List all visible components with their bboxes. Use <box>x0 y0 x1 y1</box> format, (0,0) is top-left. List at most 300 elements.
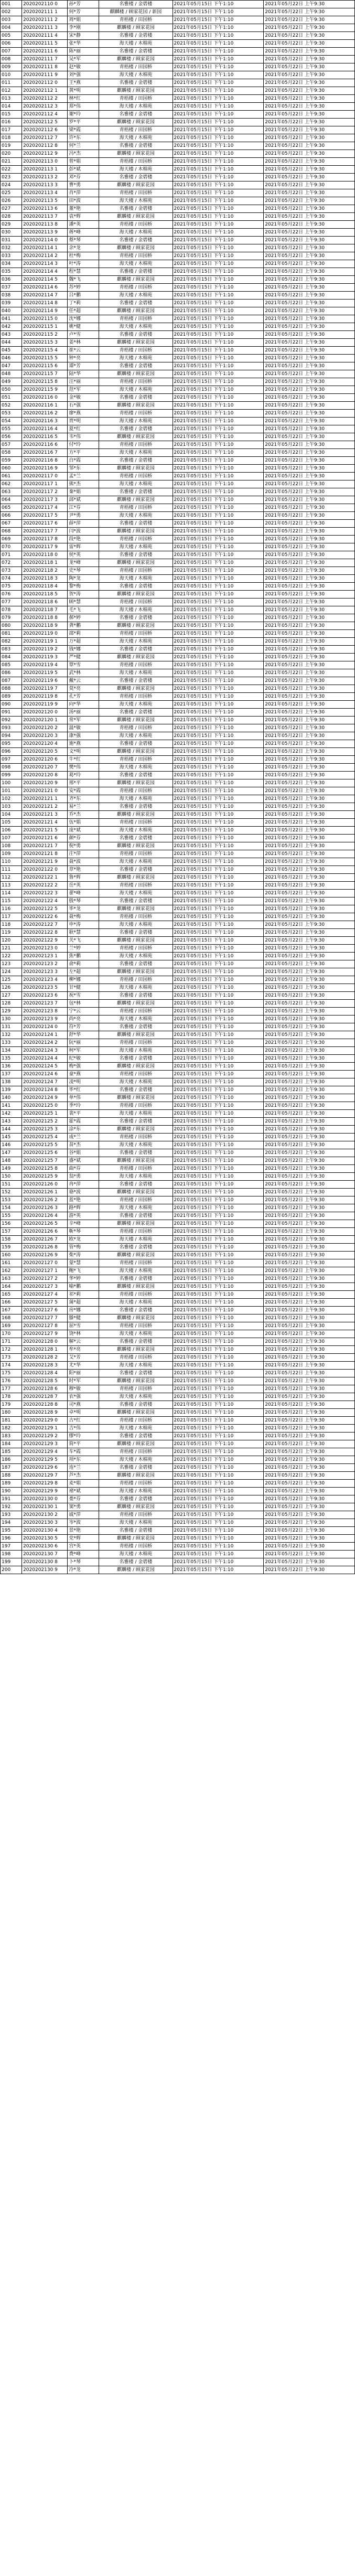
location: 海天楼 / 木棉苑 <box>99 795 173 803</box>
time-slot-1: 2021年05月15日 下午1:10 <box>173 119 264 126</box>
time-slot-2: 2021年05月22日 上午9:30 <box>264 1031 355 1039</box>
ticket-number: 2020202119 2 <box>22 646 68 654</box>
row-index: 053 <box>1 410 22 418</box>
table-row <box>1 1126 355 1134</box>
time-slot-2: 2021年05月22日 上午9:30 <box>264 866 355 874</box>
time-slot-1: 2021年05月15日 下午1:10 <box>173 1511 264 1519</box>
ticket-number: 2020202116 7 <box>22 449 68 457</box>
ticket-number: 2020202129 5 <box>22 1456 68 1464</box>
table-row <box>1 1472 355 1480</box>
time-slot-2: 2021年05月22日 上午9:30 <box>264 779 355 787</box>
ticket-number: 2020202121 6 <box>22 835 68 842</box>
person-name: 侯*英 <box>68 551 99 559</box>
row-index: 117 <box>1 913 22 921</box>
row-index: 179 <box>1 1401 22 1409</box>
time-slot-2: 2021年05月22日 上午9:30 <box>264 1039 355 1047</box>
row-index: 020 <box>1 150 22 158</box>
table-row <box>1 858 355 866</box>
location: 青梧楼 / 田园桥 <box>99 850 173 858</box>
person-name: 解*云 <box>68 1338 99 1346</box>
ticket-number: 2020202124 9 <box>22 1094 68 1102</box>
time-slot-1: 2021年05月15日 下午1:10 <box>173 1551 264 1558</box>
location: 海天楼 / 木棉苑 <box>99 260 173 268</box>
location: 麒麟楼 / 顾家花园 <box>99 559 173 567</box>
table-row <box>1 622 355 630</box>
table-row <box>1 1 355 8</box>
time-slot-1: 2021年05月15日 下午1:10 <box>173 551 264 559</box>
time-slot-2: 2021年05月22日 上午9:30 <box>264 189 355 197</box>
ticket-number: 2020202114 5 <box>22 276 68 284</box>
ticket-number: 2020202119 8 <box>22 693 68 701</box>
table-row <box>1 779 355 787</box>
time-slot-2: 2021年05月22日 上午9:30 <box>264 244 355 252</box>
time-slot-1: 2021年05月15日 下午1:10 <box>173 654 264 661</box>
time-slot-2: 2021年05月22日 上午9:30 <box>264 166 355 174</box>
location: 麒麟楼 / 顾家花园 <box>99 1031 173 1039</box>
ticket-number: 2020202128 3 <box>22 1362 68 1370</box>
ticket-number: 2020202123 9 <box>22 1016 68 1023</box>
time-slot-2: 2021年05月22日 上午9:30 <box>264 732 355 740</box>
table-row <box>1 111 355 119</box>
time-slot-2: 2021年05月22日 上午9:30 <box>264 882 355 890</box>
table-row <box>1 559 355 567</box>
time-slot-2: 2021年05月22日 上午9:30 <box>264 1401 355 1409</box>
person-name: 易*兰 <box>68 803 99 811</box>
table-row <box>1 331 355 339</box>
ticket-number: 2020202120 0 <box>22 709 68 717</box>
time-slot-1: 2021年05月15日 下午1:10 <box>173 1330 264 1338</box>
table-row <box>1 418 355 425</box>
row-index: 021 <box>1 158 22 166</box>
time-slot-1: 2021年05月15日 下午1:10 <box>173 402 264 410</box>
time-slot-2: 2021年05月22日 上午9:30 <box>264 1503 355 1511</box>
table-row <box>1 819 355 827</box>
ticket-number: 2020202111 4 <box>22 32 68 40</box>
ticket-number: 2020202122 3 <box>22 890 68 897</box>
location: 海天楼 / 木棉苑 <box>99 764 173 772</box>
location: 海天楼 / 木棉苑 <box>99 543 173 551</box>
time-slot-1: 2021年05月15日 下午1:10 <box>173 370 264 378</box>
person-name: 邱*斌 <box>68 496 99 504</box>
time-slot-1: 2021年05月15日 下午1:10 <box>173 150 264 158</box>
location: 海天楼 / 木棉苑 <box>99 1362 173 1370</box>
time-slot-2: 2021年05月22日 上午9:30 <box>264 457 355 465</box>
time-slot-2: 2021年05月22日 上午9:30 <box>264 638 355 646</box>
time-slot-2: 2021年05月22日 上午9:30 <box>264 1071 355 1078</box>
table-row <box>1 205 355 213</box>
time-slot-1: 2021年05月15日 下午1:10 <box>173 598 264 606</box>
time-slot-2: 2021年05月22日 上午9:30 <box>264 591 355 598</box>
table-row <box>1 79 355 87</box>
time-slot-1: 2021年05月15日 下午1:10 <box>173 1417 264 1425</box>
time-slot-2: 2021年05月22日 上午9:30 <box>264 819 355 827</box>
location: 名雅楼 / 金碧楼 <box>99 1307 173 1314</box>
time-slot-1: 2021年05月15日 下午1:10 <box>173 1063 264 1071</box>
row-index: 011 <box>1 79 22 87</box>
row-index: 070 <box>1 543 22 551</box>
time-slot-1: 2021年05月15日 下午1:10 <box>173 724 264 732</box>
time-slot-2: 2021年05月22日 上午9:30 <box>264 331 355 339</box>
time-slot-2: 2021年05月22日 上午9:30 <box>264 976 355 984</box>
time-slot-1: 2021年05月15日 下午1:10 <box>173 717 264 724</box>
person-name: 尚*亮 <box>68 1016 99 1023</box>
row-index: 129 <box>1 1008 22 1016</box>
time-slot-2: 2021年05月22日 上午9:30 <box>264 772 355 779</box>
location: 海天楼 / 木棉苑 <box>99 229 173 237</box>
person-name: 尹*勇 <box>68 512 99 520</box>
person-name: 温*敏 <box>68 724 99 732</box>
person-name: 袁*辉 <box>68 213 99 221</box>
time-slot-2: 2021年05月22日 上午9:30 <box>264 252 355 260</box>
time-slot-2: 2021年05月22日 上午9:30 <box>264 1252 355 1259</box>
location: 青梧楼 / 田园桥 <box>99 1039 173 1047</box>
ticket-number: 2020202121 9 <box>22 858 68 866</box>
time-slot-1: 2021年05月15日 下午1:10 <box>173 488 264 496</box>
table-row <box>1 803 355 811</box>
ticket-number: 2020202112 1 <box>22 87 68 95</box>
ticket-number: 2020202119 5 <box>22 669 68 677</box>
location: 名雅楼 / 金碧楼 <box>99 1370 173 1377</box>
location: 青梧楼 / 田园桥 <box>99 347 173 355</box>
time-slot-1: 2021年05月15日 下午1:10 <box>173 1165 264 1173</box>
person-name: 范*军 <box>68 386 99 394</box>
location: 海天楼 / 木棉苑 <box>99 1110 173 1118</box>
time-slot-2: 2021年05月22日 上午9:30 <box>264 748 355 756</box>
table-row <box>1 433 355 441</box>
row-index: 046 <box>1 355 22 362</box>
person-name: 祝*雪 <box>68 992 99 1000</box>
row-index: 068 <box>1 528 22 536</box>
time-slot-2: 2021年05月22日 上午9:30 <box>264 355 355 362</box>
location: 名雅楼 / 金碧楼 <box>99 835 173 842</box>
location: 麒麟楼 / 顾家花园 <box>99 150 173 158</box>
time-slot-1: 2021年05月15日 下午1:10 <box>173 787 264 795</box>
table-row <box>1 685 355 693</box>
time-slot-1: 2021年05月15日 下午1:10 <box>173 1362 264 1370</box>
ticket-number: 2020202129 0 <box>22 1417 68 1425</box>
location: 名雅楼 / 金碧楼 <box>99 237 173 244</box>
time-slot-1: 2021年05月15日 下午1:10 <box>173 1118 264 1126</box>
location: 麒麟楼 / 顾家花园 <box>99 779 173 787</box>
location: 麒麟楼 / 顾家花园 <box>99 622 173 630</box>
table-row <box>1 661 355 669</box>
time-slot-1: 2021年05月15日 下午1:10 <box>173 842 264 850</box>
table-row <box>1 394 355 402</box>
ticket-number: 2020202126 2 <box>22 1196 68 1204</box>
person-name: 安*霞 <box>68 787 99 795</box>
location: 海天楼 / 木棉苑 <box>99 890 173 897</box>
person-name: 叶*涛 <box>68 260 99 268</box>
time-slot-2: 2021年05月22日 上午9:30 <box>264 1102 355 1110</box>
row-index: 034 <box>1 260 22 268</box>
row-index: 093 <box>1 724 22 732</box>
ticket-number: 2020202129 9 <box>22 1488 68 1495</box>
person-name: 成*兰 <box>68 1134 99 1141</box>
table-row <box>1 1307 355 1314</box>
location: 海天楼 / 木棉苑 <box>99 355 173 362</box>
time-slot-2: 2021年05月22日 上午9:30 <box>264 150 355 158</box>
person-name: 靳*琴 <box>68 1228 99 1236</box>
person-name: 董*艳 <box>68 205 99 213</box>
ticket-number: 2020202120 4 <box>22 740 68 748</box>
person-name: 贺*涛 <box>68 591 99 598</box>
person-name: 潘*英 <box>68 221 99 229</box>
time-slot-2: 2021年05月22日 上午9:30 <box>264 32 355 40</box>
table-row <box>1 1008 355 1016</box>
table-row <box>1 953 355 960</box>
row-index: 190 <box>1 1488 22 1495</box>
ticket-number: 2020202118 9 <box>22 622 68 630</box>
location: 海天楼 / 木棉苑 <box>99 1141 173 1149</box>
time-slot-1: 2021年05月15日 下午1:10 <box>173 528 264 536</box>
person-name: 康*强 <box>68 732 99 740</box>
row-index: 006 <box>1 40 22 48</box>
person-name: 谭*芳 <box>68 362 99 370</box>
ticket-number: 2020202117 7 <box>22 528 68 536</box>
row-index: 065 <box>1 504 22 512</box>
location: 名雅楼 / 金碧楼 <box>99 425 173 433</box>
time-slot-2: 2021年05月22日 上午9:30 <box>264 1543 355 1551</box>
ticket-number: 2020202130 3 <box>22 1519 68 1527</box>
ticket-number: 2020202128 1 <box>22 1346 68 1354</box>
time-slot-1: 2021年05月15日 下午1:10 <box>173 1354 264 1362</box>
location: 海天楼 / 木棉苑 <box>99 1456 173 1464</box>
row-index: 089 <box>1 693 22 701</box>
table-row <box>1 1102 355 1110</box>
ticket-number: 2020202119 7 <box>22 685 68 693</box>
person-name: 葛*玲 <box>68 772 99 779</box>
ticket-number: 2020202128 9 <box>22 1409 68 1417</box>
person-name: 乔*杰 <box>68 811 99 819</box>
row-index: 185 <box>1 1448 22 1456</box>
row-index: 194 <box>1 1519 22 1527</box>
table-row <box>1 1086 355 1094</box>
location: 麒麟楼 / 顾家花园 <box>99 1126 173 1134</box>
time-slot-1: 2021年05月15日 下午1:10 <box>173 1141 264 1149</box>
time-slot-2: 2021年05月22日 上午9:30 <box>264 1157 355 1165</box>
time-slot-1: 2021年05月15日 下午1:10 <box>173 1480 264 1488</box>
time-slot-2: 2021年05月22日 上午9:30 <box>264 1 355 8</box>
time-slot-2: 2021年05月22日 上午9:30 <box>264 827 355 835</box>
ticket-number: 2020202115 5 <box>22 355 68 362</box>
table-row <box>1 913 355 921</box>
table-row <box>1 103 355 111</box>
time-slot-2: 2021年05月22日 上午9:30 <box>264 229 355 237</box>
ticket-number: 2020202124 2 <box>22 1039 68 1047</box>
person-name: 耿*慧 <box>68 929 99 937</box>
location: 青梧楼 / 田园桥 <box>99 378 173 386</box>
row-index: 015 <box>1 111 22 119</box>
ticket-number: 2020202119 6 <box>22 677 68 685</box>
row-index: 047 <box>1 362 22 370</box>
person-name: 古*红 <box>68 1417 99 1425</box>
table-row <box>1 166 355 174</box>
table-row <box>1 1071 355 1078</box>
time-slot-2: 2021年05月22日 上午9:30 <box>264 1141 355 1149</box>
person-name: 郑*伟 <box>68 103 99 111</box>
location: 海天楼 / 木棉苑 <box>99 1425 173 1433</box>
row-index: 166 <box>1 1299 22 1307</box>
ticket-number: 2020202126 0 <box>22 1181 68 1189</box>
time-slot-1: 2021年05月15日 下午1:10 <box>173 244 264 252</box>
row-index: 196 <box>1 1535 22 1543</box>
location: 麒麟楼 / 顾家花园 <box>99 56 173 63</box>
time-slot-1: 2021年05月15日 下午1:10 <box>173 16 264 24</box>
person-name: 车*霞 <box>68 1448 99 1456</box>
table-row <box>1 1173 355 1181</box>
ticket-number: 2020202115 3 <box>22 339 68 347</box>
table-row <box>1 1212 355 1220</box>
row-index: 062 <box>1 480 22 488</box>
ticket-number: 2020202113 3 <box>22 181 68 189</box>
location: 青梧楼 / 田园桥 <box>99 630 173 638</box>
time-slot-1: 2021年05月15日 下午1:10 <box>173 1464 264 1472</box>
ticket-number: 2020202119 3 <box>22 654 68 661</box>
person-name: 邢*平 <box>68 779 99 787</box>
time-slot-2: 2021年05月22日 上午9:30 <box>264 1370 355 1377</box>
person-name: 孙*芳 <box>68 1 99 8</box>
location: 青梧楼 / 田园桥 <box>99 315 173 323</box>
person-name: 祁*莉 <box>68 1291 99 1299</box>
time-slot-2: 2021年05月22日 上午9:30 <box>264 897 355 905</box>
row-index: 198 <box>1 1551 22 1558</box>
time-slot-2: 2021年05月22日 上午9:30 <box>264 1425 355 1433</box>
time-slot-2: 2021年05月22日 上午9:30 <box>264 984 355 992</box>
person-name: 丁*莉 <box>68 300 99 307</box>
ticket-number: 2020202113 2 <box>22 174 68 181</box>
person-name: 包*林 <box>68 1000 99 1008</box>
row-index: 147 <box>1 1149 22 1157</box>
time-slot-2: 2021年05月22日 上午9:30 <box>264 905 355 913</box>
time-slot-1: 2021年05月15日 下午1:10 <box>173 410 264 418</box>
table-row <box>1 1267 355 1275</box>
ticket-number: 2020202128 8 <box>22 1401 68 1409</box>
ticket-number: 2020202130 0 <box>22 1495 68 1503</box>
time-slot-2: 2021年05月22日 上午9:30 <box>264 134 355 142</box>
location: 海天楼 / 木棉苑 <box>99 166 173 174</box>
row-index: 193 <box>1 1511 22 1519</box>
time-slot-1: 2021年05月15日 下午1:10 <box>173 1110 264 1118</box>
location: 青梧楼 / 田园桥 <box>99 1196 173 1204</box>
table-row <box>1 897 355 905</box>
person-name: 卜*琴 <box>68 1558 99 1566</box>
time-slot-2: 2021年05月22日 上午9:30 <box>264 473 355 480</box>
person-name: 张*华 <box>68 40 99 48</box>
person-name: 时*军 <box>68 1377 99 1385</box>
location: 麒麟楼 / 顾家花园 <box>99 874 173 882</box>
time-slot-1: 2021年05月15日 下午1:10 <box>173 567 264 575</box>
person-name: 章*艳 <box>68 866 99 874</box>
table-row <box>1 1338 355 1346</box>
location: 青梧楼 / 田园桥 <box>99 1291 173 1299</box>
location: 青梧楼 / 田园桥 <box>99 158 173 166</box>
person-name: 牛*红 <box>68 756 99 764</box>
location: 青梧楼 / 田园桥 <box>99 1385 173 1393</box>
table-row <box>1 638 355 646</box>
table-row <box>1 724 355 732</box>
location: 麒麟楼 / 顾家花园 <box>99 496 173 504</box>
ticket-number: 2020202122 1 <box>22 874 68 882</box>
ticket-number: 2020202128 6 <box>22 1385 68 1393</box>
time-slot-2: 2021年05月22日 上午9:30 <box>264 1023 355 1031</box>
table-row <box>1 1275 355 1283</box>
row-index: 154 <box>1 1204 22 1212</box>
ticket-number: 2020202129 1 <box>22 1425 68 1433</box>
person-name: 喻*鹏 <box>68 1283 99 1291</box>
location: 麒麟楼 / 顾家花园 <box>99 685 173 693</box>
person-name: 宫*英 <box>68 1543 99 1551</box>
time-slot-1: 2021年05月15日 下午1:10 <box>173 1283 264 1291</box>
time-slot-1: 2021年05月15日 下午1:10 <box>173 48 264 56</box>
person-name: 樊*伟 <box>68 764 99 772</box>
location: 麒麟楼 / 顾家花园 <box>99 1440 173 1448</box>
location: 名雅楼 / 金碧楼 <box>99 1181 173 1189</box>
row-index: 114 <box>1 890 22 897</box>
ticket-number: 2020202116 6 <box>22 441 68 449</box>
ticket-number: 2020202111 6 <box>22 48 68 56</box>
location: 名雅楼 / 金碧楼 <box>99 1086 173 1094</box>
time-slot-2: 2021年05月22日 上午9:30 <box>264 237 355 244</box>
ticket-number: 2020202121 4 <box>22 819 68 827</box>
location: 青梧楼 / 田园桥 <box>99 95 173 103</box>
location: 青梧楼 / 田园桥 <box>99 1071 173 1078</box>
time-slot-2: 2021年05月22日 上午9:30 <box>264 1551 355 1558</box>
row-index: 137 <box>1 1071 22 1078</box>
time-slot-1: 2021年05月15日 下午1:10 <box>173 1393 264 1401</box>
row-index: 133 <box>1 1039 22 1047</box>
location: 麒麟楼 / 顾家花园 <box>99 1566 173 1574</box>
ticket-number: 2020202111 5 <box>22 40 68 48</box>
table-row <box>1 24 355 32</box>
time-slot-2: 2021年05月22日 上午9:30 <box>264 126 355 134</box>
table-row <box>1 71 355 79</box>
person-name: 秦*娟 <box>68 488 99 496</box>
time-slot-1: 2021年05月15日 下午1:10 <box>173 1259 264 1267</box>
time-slot-2: 2021年05月22日 上午9:30 <box>264 465 355 473</box>
row-index: 052 <box>1 402 22 410</box>
ticket-number: 2020202123 0 <box>22 945 68 953</box>
person-name: 吴*军 <box>68 56 99 63</box>
roster-table-body <box>1 1 355 1574</box>
ticket-number: 2020202118 2 <box>22 567 68 575</box>
time-slot-2: 2021年05月22日 上午9:30 <box>264 1063 355 1071</box>
time-slot-1: 2021年05月15日 下午1:10 <box>173 913 264 921</box>
person-name: 石*强 <box>68 402 99 410</box>
row-index: 096 <box>1 748 22 756</box>
row-index: 045 <box>1 347 22 355</box>
location: 海天楼 / 木棉苑 <box>99 732 173 740</box>
row-index: 098 <box>1 764 22 772</box>
time-slot-1: 2021年05月15日 下午1:10 <box>173 40 264 48</box>
person-name: 阳*丽 <box>68 1370 99 1377</box>
time-slot-2: 2021年05月22日 上午9:30 <box>264 1181 355 1189</box>
location: 麒麟楼 / 顾家花园 <box>99 748 173 756</box>
ticket-number: 2020202111 2 <box>22 16 68 24</box>
person-name: 吕*鹏 <box>68 292 99 300</box>
person-name: 黎*梅 <box>68 583 99 591</box>
location: 名雅楼 / 金碧楼 <box>99 457 173 465</box>
person-name: 顾*慧 <box>68 598 99 606</box>
person-name: 江*芬 <box>68 504 99 512</box>
time-slot-2: 2021年05月22日 上午9:30 <box>264 1299 355 1307</box>
location: 名雅楼 / 金碧楼 <box>99 142 173 150</box>
location: 麒麟楼 / 顾家花园 <box>99 937 173 945</box>
time-slot-1: 2021年05月15日 下午1:10 <box>173 874 264 882</box>
location: 名雅楼 / 金碧楼 <box>99 583 173 591</box>
row-index: 155 <box>1 1212 22 1220</box>
time-slot-2: 2021年05月22日 上午9:30 <box>264 370 355 378</box>
time-slot-1: 2021年05月15日 下午1:10 <box>173 701 264 709</box>
